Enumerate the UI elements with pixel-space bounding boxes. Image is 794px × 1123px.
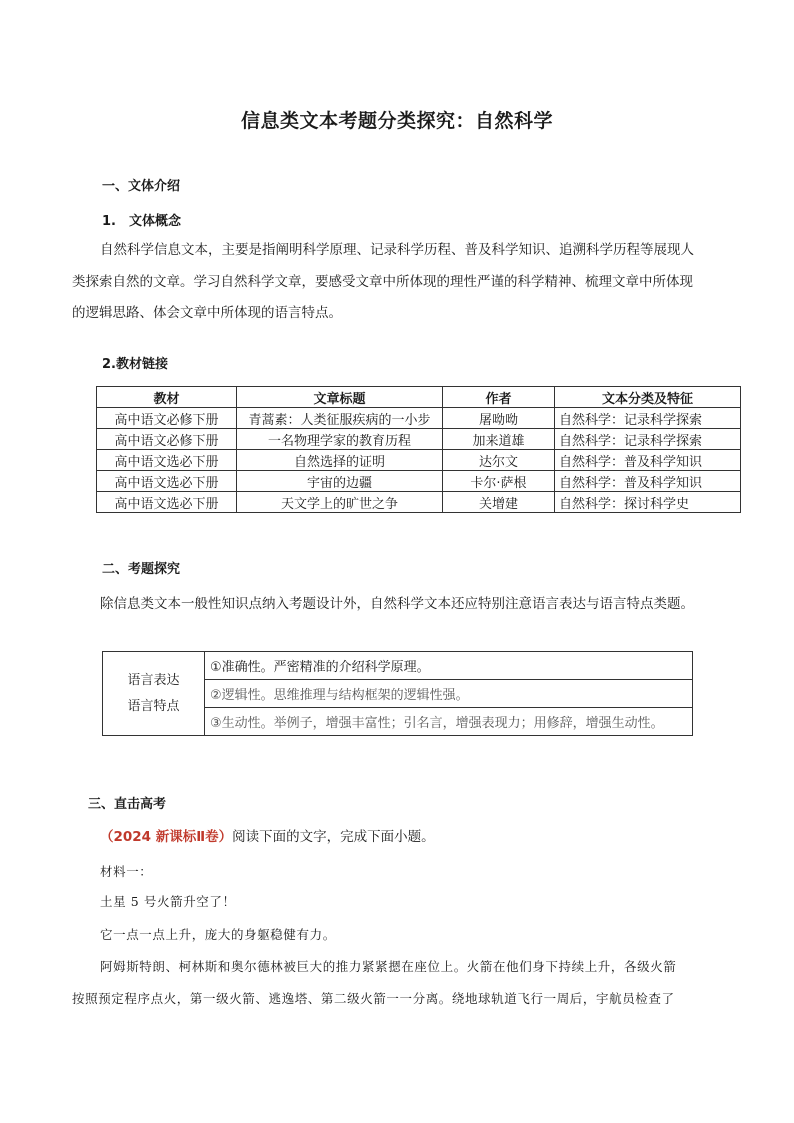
material-label: 材料一： [100, 864, 153, 879]
paragraph-line: 的逻辑思路、体会文章中所体现的语言特点。 [72, 305, 342, 321]
column-header: 文章标题 [237, 387, 443, 408]
material-line: 阿姆斯特朗、柯林斯和奥尔德林被巨大的推力紧紧摁在座位上。火箭在他们身下持续上升，各级火箭 [100, 959, 677, 974]
table-row [97, 492, 741, 513]
table-cell: 自然选择的证明 [237, 450, 443, 471]
table-cell: 自然科学：普及科学知识 [555, 450, 741, 471]
exam-question-intro [100, 829, 435, 845]
table-row [97, 408, 741, 429]
table-cell: 自然科学：探讨科学史 [555, 492, 741, 513]
features-label-cell [103, 652, 205, 736]
textbook-table [96, 386, 741, 513]
table-cell: 高中语文必修下册 [97, 408, 237, 429]
table-row [97, 450, 741, 471]
page-title: 信息类文本考题分类探究：自然科学 [240, 110, 553, 132]
feature-point: ①准确性。严密精准的介绍科学原理。 [205, 652, 693, 680]
table-row [103, 652, 693, 680]
label-line: 语言表达 [127, 672, 180, 688]
table-cell: 自然科学：记录科学探索 [555, 408, 741, 429]
column-header: 作者 [443, 387, 555, 408]
feature-point: ②逻辑性。思维推理与结构框架的逻辑性强。 [205, 680, 693, 708]
exam-source: （2024 新课标Ⅱ卷） [100, 829, 233, 845]
section-heading-genre-intro: 一、文体介绍 [102, 179, 181, 194]
table-cell: 屠呦呦 [443, 408, 555, 429]
table-cell: 关增建 [443, 492, 555, 513]
section-heading-exam-exploration: 二、考题探究 [102, 562, 181, 577]
language-features-table [102, 651, 693, 736]
table-cell: 加来道雄 [443, 429, 555, 450]
table-row [97, 471, 741, 492]
table-cell: 达尔文 [443, 450, 555, 471]
table-header-row [97, 387, 741, 408]
exam-instruction: 阅读下面的文字，完成下面小题。 [232, 829, 435, 845]
table-cell: 卡尔·萨根 [443, 471, 555, 492]
table-cell: 宇宙的边疆 [237, 471, 443, 492]
material-line: 它一点一点上升，庞大的身躯稳健有力。 [100, 927, 336, 942]
feature-point: ③生动性。举例子，增强丰富性；引名言，增强表现力；用修辞，增强生动性。 [205, 708, 693, 736]
section-heading-gaokao: 三、直击高考 [88, 797, 167, 812]
table-cell: 天文学上的旷世之争 [237, 492, 443, 513]
paragraph-line: 自然科学信息文本，主要是指阐明科学原理、记录科学历程、普及科学知识、追溯科学历程等展现人 [100, 242, 694, 258]
table-cell: 自然科学：普及科学知识 [555, 471, 741, 492]
table-cell: 高中语文选必下册 [97, 471, 237, 492]
table-cell: 自然科学：记录科学探索 [555, 429, 741, 450]
column-header: 教材 [97, 387, 237, 408]
table-cell: 青蒿素：人类征服疾病的一小步 [237, 408, 443, 429]
material-line: 土星 5 号火箭升空了！ [100, 894, 236, 909]
subheading-textbook-links: 2.教材链接 [102, 357, 168, 372]
table-cell: 高中语文选必下册 [97, 492, 237, 513]
column-header: 文本分类及特征 [555, 387, 741, 408]
table-row [97, 429, 741, 450]
label-line: 语言特点 [127, 698, 180, 714]
section-intro: 除信息类文本一般性知识点纳入考题设计外，自然科学文本还应特别注意语言表达与语言特点类题。 [100, 596, 694, 612]
paragraph-line: 类探索自然的文章。学习自然科学文章，要感受文章中所体现的理性严谨的科学精神、梳理文章中所体现 [72, 274, 693, 290]
table-cell: 一名物理学家的教育历程 [237, 429, 443, 450]
table-cell: 高中语文选必下册 [97, 450, 237, 471]
material-line: 按照预定程序点火，第一级火箭、逃逸塔、第二级火箭一一分离。绕地球轨道飞行一周后，宇航员检查了 [72, 991, 675, 1006]
table-cell: 高中语文必修下册 [97, 429, 237, 450]
subheading-genre-concept: 1. 文体概念 [102, 214, 181, 229]
